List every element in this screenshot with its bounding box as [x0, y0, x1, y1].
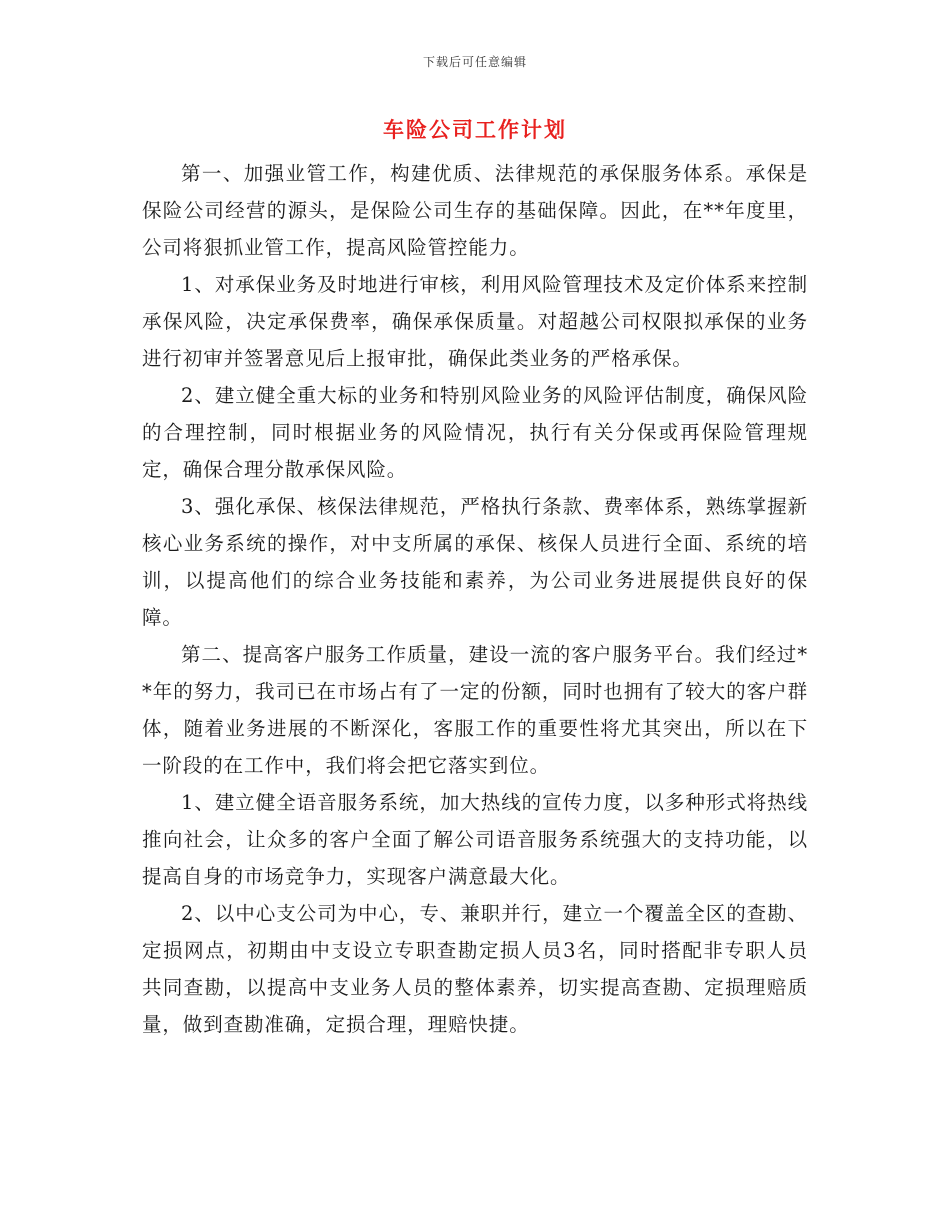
paragraph-4: 3、强化承保、核保法律规范，严格执行条款、费率体系，熟练掌握新核心业务系统的操作，对中支所属的承保、核保人员进行全面、系统的培训，以提高他们的综合业务技能和素养，为公司业务进展提供良好的保障。	[142, 495, 808, 629]
paragraph-1: 第一、加强业管工作，构建优质、法律规范的承保服务体系。承保是保险公司经营的源头，是保险公司生存的基础保障。因此，在**年度里，公司将狠抓业管工作，提高风险管控能力。	[142, 162, 808, 259]
document-body	[142, 155, 808, 1043]
paragraph-7: 2、以中心支公司为中心，专、兼职并行，建立一个覆盖全区的查勘、定损网点，初期由中支设立专职查勘定损人员3名，同时搭配非专职人员共同查勘，以提高中支业务人员的整体素养，切实提高查勘、定损理赔质量，做到查勘准确，定损合理，理赔快捷。	[142, 902, 808, 1036]
paragraph-2: 1、对承保业务及时地进行审核，利用风险管理技术及定价体系来控制承保风险，决定承保费率，确保承保质量。对超越公司权限拟承保的业务进行初审并签署意见后上报审批，确保此类业务的严格承保。	[142, 273, 808, 370]
paragraph-3: 2、建立健全重大标的业务和特别风险业务的风险评估制度，确保风险的合理控制，同时根据业务的风险情况，执行有关分保或再保险管理规定，确保合理分散承保风险。	[142, 384, 808, 481]
header-note: 下载后可任意编辑	[422, 55, 527, 69]
paragraph-5: 第二、提高客户服务工作质量，建设一流的客户服务平台。我们经过**年的努力，我司已在市场占有了一定的份额，同时也拥有了较大的客户群体，随着业务进展的不断深化，客服工作的重要性将尤其突出，所以在下一阶段的在工作中，我们将会把它落实到位。	[142, 643, 808, 777]
document-title: 车险公司工作计划	[383, 117, 567, 142]
paragraph-6: 1、建立健全语音服务系统，加大热线的宣传力度，以多种形式将热线推向社会，让众多的客户全面了解公司语音服务系统强大的支持功能，以提高自身的市场竞争力，实现客户满意最大化。	[142, 791, 808, 888]
